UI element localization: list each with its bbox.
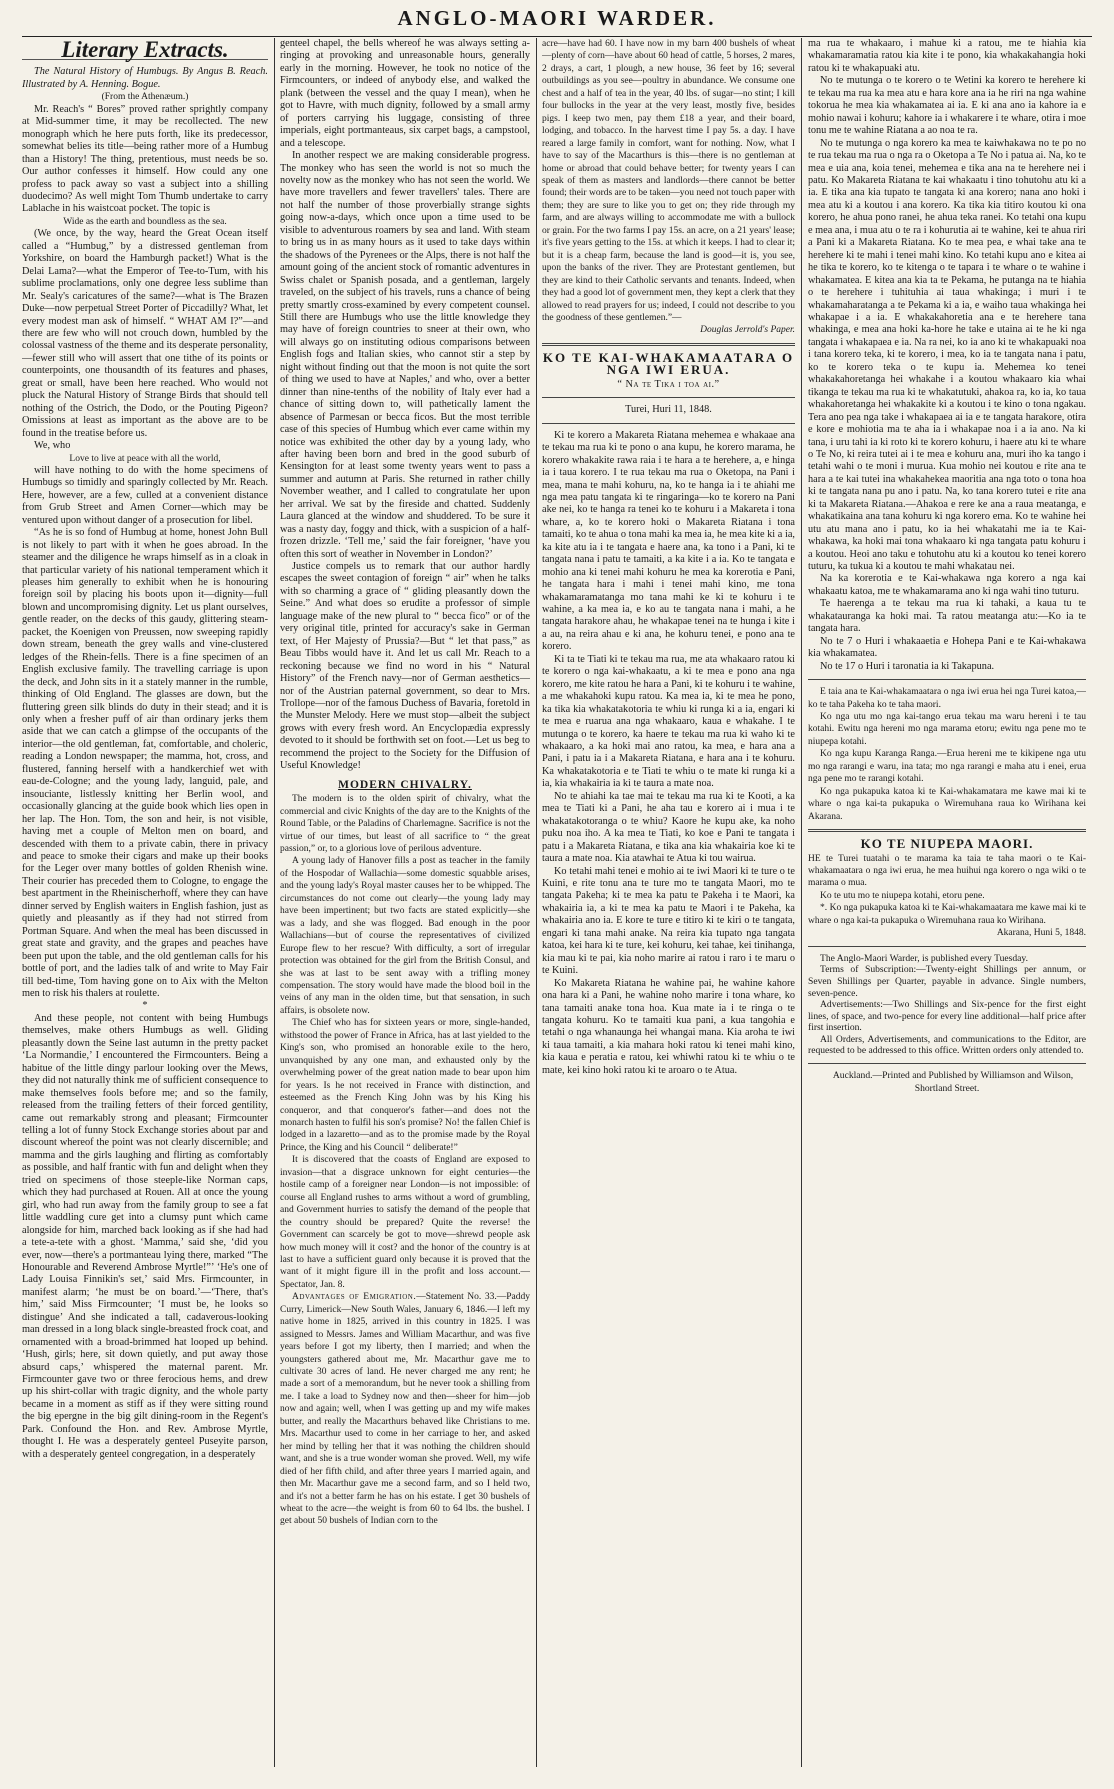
paragraph: It is discovered that the coasts of England are exposed to invasion—that a disgrace unknown for eight centuries—the hostile camp of a foreigner near London—is not impossible: of course all England rushes to arms without a word of grumbling, and Government hurries to satisfy the demand of the people that the country should be prepared? Quite the reverse! the Government can scarcely be got to move—shrewd people ask how much money will it cost? and the honor of the country is at last to have a sufficient guard only because it is proved that the want of it might figure ill in the profit and loss account.—Spectator, Jan. 8. bbox=[280, 1155, 530, 1290]
paragraph: genteel chapel, the bells whereof he was always setting a-ringing at provoking and unreasonable hours, generally early in the morning. However, he took no notice of the Firmcounters, or indeed of anybody else, and walked the plank (between the vessel and the quay I mean), when he got to Havre, with much dignity, followed by a small army of porters carrying his luggage, consisting of three imperials, eight portmanteaus, six carpet bags, a campstool, and a telescope. bbox=[280, 38, 530, 149]
paragraph: No te 7 o Huri i whakaaetia e Hohepa Pani e te Kai-whakawa kia whakamatea. bbox=[808, 635, 1086, 660]
imprint-line: Advertisements:—Two Shillings and Six-pence for the first eight lines, of space, and two-pence for every line additional—half price after first insertion. bbox=[808, 999, 1086, 1034]
paragraph: No te ahiahi ka tae mai te tekau ma rua ki te Kooti, a ka mea te Tiati ki a Pani, he aha tau e korero ai i mua i te whakatakotoranga o te whiu? Kaore he kupu ake, ka noho puku noa iho. A ka mea te Tiati, ko koe e Pani te tangata i patu i a Makareta Riatana, e tika ana kia whakairia koe ki te taura a mate noa. Kia atawhai te Atua ki tou wairua. bbox=[542, 790, 795, 865]
paragraph: Ko nga pukapuka katoa ki te Kai-whakamatara me kawe mai ki te whare o nga kai-ta pukapuka o Wiremuhana raua ko Wirihana kei Akarana. bbox=[808, 786, 1086, 822]
paragraph: E taia ana te Kai-whakamaatara o nga iwi erua hei nga Turei katoa,—ko te taha Pakeha ko te taha maori. bbox=[808, 687, 1086, 710]
divider bbox=[808, 829, 1086, 832]
quote-line: Love to live at peace with all the world, bbox=[69, 453, 221, 464]
paragraph: Ko te utu mo te niupepa kotahi, etoru pene. bbox=[820, 890, 985, 901]
asterisk-divider: * bbox=[142, 1000, 148, 1012]
paragraph: No te 17 o Huri i taronatia ia ki Takapuna. bbox=[820, 660, 995, 672]
article-subhead: Advantages of Emigration. bbox=[292, 1292, 417, 1303]
paragraph: A young lady of Hanover fills a post as teacher in the family of the Hospodar of Wallachia—some domestic squabble arises, and the young lady's Royal master causes her to be whipped. The circumstances do not come out clearly—the young lady may have been impertinent; but two facts are stated explicitly—she was a lady, and she was flogged. Bad enough in the poor Wallachians—but of course the representatives of civilized Europe flew to her rescue? With difficulty, a sort of irregular protection was obtained for the girl from the British Consul, and she was at last to be sent away with a trifling money compensation. The story would have made the blood boil in the veins of any man in the olden time, but that sensation, in such affairs, is obsolete now. bbox=[280, 856, 530, 1016]
paragraph: Ko Makareta Riatana he wahine pai, he wahine kahore ona hara ki a Pani, he wahine noho marire i tona whare, ko tana tamaiti anake tona hoa. Kua mate ia i te ringa o te tangata kohuru. Ko te tamaiti kua pani, a kua tangohia e tetahi o nga whanaunga hei whangai mana. Kia aroha te iwi ki taua tamaiti, a kia mahara hoki ratou ki tenei mahi kino, kia kaua e peratia e ratou, kei whiwhi ratou ki te whiu o te mate, kei kino hoki ratou ki te aroaro o te Atua. bbox=[542, 977, 795, 1076]
masthead-title: ANGLO-MAORI WARDER. bbox=[22, 6, 1092, 37]
paragraph: will have nothing to do with the home specimens of Humbugs so timidly and sparingly collected by Mr. Reach. Here, however, are a few, culled at a convenient distance from Grub Street and Amen Corner—which may be ventured upon without danger of a prosecution for libel. bbox=[22, 464, 268, 526]
divider bbox=[808, 679, 1086, 680]
source-credit: Douglas Jerrold's Paper. bbox=[700, 325, 795, 336]
divider bbox=[542, 397, 795, 398]
paragraph: The modern is to the olden spirit of chivalry, what the commercial and civic Knights of the day are to the Knights of the Round Table, or the Paladins of Charlemagne. Sacrifice is not the virtue of our times, but least of all sacrifice to “ the great passion,” or, to a glorious love of perilous adventure. bbox=[280, 794, 530, 854]
column-rule bbox=[274, 38, 275, 1767]
imprint-line: Terms of Subscription:—Twenty-eight Shillings per annum, or Seven Shillings per Quarter, payable in advance. Single numbers, seven-pence. bbox=[808, 964, 1086, 999]
column-3 bbox=[542, 38, 795, 1767]
article-headline: MODERN CHIVALRY. bbox=[338, 778, 472, 791]
quote-line: Wide as the earth and boundless as the sea. bbox=[63, 216, 227, 227]
column-1 bbox=[22, 38, 268, 1767]
maori-section-title: KO TE KAI-WHAKAMAATARA O NGA IWI ERUA. bbox=[542, 349, 795, 378]
paragraph: Te haerenga a te tekau ma rua ki tahaki, a kaua tu te whakatauranga ka hoki mai. Ta ratou meatanga atu:—Ko ia te tangata hara. bbox=[808, 598, 1086, 635]
column-4 bbox=[808, 38, 1086, 1767]
motto: “ Na te Tika i toa ai.” bbox=[617, 378, 720, 390]
paragraph: “As he is so fond of Humbug at home, honest John Bull is not likely to part with it when he goes abroad. In the steamer and the diligence he wraps himself as in a cloak in that particular variety of his national temperament which it pleases him generally to exhibit when he is honouring foreign soil by placing his boots upon it—dignity—full blown and uncompromising dignity. Let us plant ourselves, gentle reader, on the decks of this gaudy, glittering steam-packet, the Koenigen von Preussen, now sweeping rapidly down stream, beneath the grey walls and vine-clustered ledges of the Rhein-fells. There is a fine specimen of an English exclusive family. The travelling carriage is upon the deck, and John sits in it a stately manner in the rumble, thinking of Old England. The glasses are down, but the fluttering green silk blinds do duty in their stead; and it is only when a fresher puff of air than ordinary jerks them aside that we can catch a glimpse of the occupants of the interior—the old gentleman, fat, comfortable, and choleric, reading a London newspaper; the mamma, hot, cross, and flustered, fanning herself with a handkerchief wet with eau-de-Cologne; and the young lady, languid, pale, and insouciante, listlessly knitting her Berlin wool, and occasionally glancing at the guide book which lies open in her lap. The Hon. Tom, the son and heir, is not visible, having met a couple of Melton men on board, and descended with them to a private cabin, there in privacy and peace to smoke their cigars and make up their books for the Leger over many bottles of golden Rhenish wine. Their courier has preceded them to Cologne, to engage the best apartment in the Rheinischerhoff, where they can have dinner served by English waiters in English fashion, just as quietly and pleasantly as if they had not stirred from Portman Square. And when the meal has been discussed in great state and gravity, and the grapes and peaches have been put upon the table, and the old gentleman calls for his bottle of port, and the ladies talk of and write to May Fair till bed-time, Tom having gone on to Aix with the Melton men to risk his thalers at roulette. bbox=[22, 527, 268, 999]
notice-headline: KO TE NIUPEPA MAORI. bbox=[860, 836, 1034, 852]
imprint-line: All Orders, Advertisements, and communications to the Editor, are requested to be addressed to this office. Written orders only attended to. bbox=[808, 1033, 1086, 1057]
paragraph: acre—have had 60. I have now in my barn 400 bushels of wheat—plenty of corn—have about 60 head of cattle, 5 horses, 2 mares, 2 drays, a cart, 1 plough, a new house, 36 feet by 16; several outbuildings as you see—poultry in abundance. We consume one chest and a half of tea in the year, 40 lbs. of sugar—no stint; I kill four bullocks in the year at the very least, mostly five, besides pigs. I keep two men, pay them £18 a year, and their board, lodging, and tobacco. In the harvest time I pay 5s. a day. I have reared a large family in comfort, want for nothing. Now, what I have to say of the Macarthurs is this—there is no gentleman at home or abroad that could behave better; for twenty years I can speak of them as masters and landlords—there cannot be better found; their words are to be taken—you need not touch paper with them; they are sure to like you to get on; they ride through my farm, and are always willing to accommodate me with a bullock or grain. For the two farms I pay 15s. an acre, on a 21 years' lease; it's five years getting to the 15s. at which it keeps. I had to clear it; but it is a cheap farm, because the land is good—it is, you see, upon the banks of the river. They are Protestant gentlemen, but they are kind to their Catholic servants and tenants. Indeed, when they had a good lot of government men, they kept a clerk that they allowed to read prayers for us; indeed, I could not describe to you the goodness of these gentlemen.”— bbox=[542, 39, 795, 323]
paragraph: Ko tetahi mahi tenei e mohio ai te iwi Maori ki te ture o te Kuini, e rite tonu ana te ture mo te tangata Maori, mo te tangata Pakeha; ki te mea ka patu te Pakeha i te Maori, ka whakairia ia, a ki te mea ka patu te Maori i te Pakeha, ka whakairia ano ia. E kore te ture e titiro ki te kiri o te tangata, engari ki tana mahi anake. Na reira kia tupato nga tangata katoa, kei hara ki te ture, kei kohuru, kei tahae, kei tinihanga, kia mau ki te pai, kia noho marire ai ratou i raro i te maru o te Kuini. bbox=[542, 865, 795, 977]
column-rule bbox=[536, 38, 537, 1767]
paragraph: The Chief who has for sixteen years or more, single-handed, withstood the power of France in Africa, has at last yielded to the King's son, who promised an honorable exile to the hero, unvanquished by any one man, and exhausted only by the overwhelming power of the great nation made to bear upon him for years. Is he not received in France with distinction, and esteemed as the French King John was by his King his conqueror, and that conqueror's father—and does not the monarch hasten to fulfil his son's promise? No! the fallen Chief is lodged in a lazaretto—and as to the promise made by the Royal Prince, the King and his Council “ deliberate!” bbox=[280, 1018, 530, 1153]
paragraph: And these people, not content with being Humbugs themselves, make others Humbugs as well. Gliding pleasantly down the Seine last autumn in the pretty packet ‘La Normandie,’ I encountered the Firmcounters. Being a habitue of the little dingy parlour looking over the Mews, they did not naturally think me of sufficient consequence to make themselves fools before me; and so the family, released from the trailing fetters of their forced gentility, came out remarkably strong and pleasant; Firmcounter telling a lot of funny Stock Exchange stories about par and discount whereof the point was not clearly discernible; and mamma and the girls laughing and flirting as comfortably as possible, and half frantic with fun and delight when they tried on specimens of those steeple-like Norman caps, which they had purchased at Rouen. All at once the young girl, who had run away from the family group to see a fat little waddling cure get into a clumsy punt which came alongside for him, marched back looking as if she had had a tete-a-tete with a ghost. ‘Mamma,’ said she, ‘did you ever, now—there's a portmanteau lying there, marked “The Honourable and Reverend Ambrose Myrtle!”’ ‘He's one of Lady Louisa Finnikin's set,’ said Mrs. Firmcounter, in manifest alarm; ‘he must be on board.’—‘There, that's him,’ said Miss Firmcounter; ‘I must be, he looks so distingue’ And she indicated a tall, cadaverous-looking man dressed in a long black single-breasted frock coat, and ornamented with a broad-brimmed hat looped up behind. ‘Hush, girls; here, sit down quietly, and put away those absurd caps,’ whispered the maternal parent. Mr. Firmcounter gave two or three ferocious hems, and drew up his shirt-collar with tragic dignity, and the whole party became in a moment as stiff as if they were sitting round the big epergne in the big gilt dining-room in the Regent's Park. Confound the Hon. and Rev. Ambrose Myrtle, thought I. He was a desperately genteel Puseyite parson, with a desperately genteel congregation, in a desperately bbox=[22, 1012, 268, 1460]
divider bbox=[808, 946, 1086, 947]
paragraph: (We once, by the way, heard the Great Ocean itself called a “Humbug,” by a distressed gentleman from Yorkshire, on board the Hamburgh packet!) What is the Delai Lama?—what the Emperor of Tee-to-Tum, with his sublime proclamations, only one degree less sublime than Mr. Sealy's caricatures of the same?—what is The Brazen Duke—now perpetual Street Porter of Piccadilly? What, let every modest man ask of himself. “ WHAT AM I?”—and there are few who will not crouch down, humbled by the colossal vastness of the theme and its desperate personality,—fewer still who will assert that one tithe of its points or counterpoints, one thousandth of its features and phases, great or small, have been here reached. Who would not pluck the Natural History of Strange Birds that should tell nothing of the Ostrich, the Dodo, or the Pouting Pigeon? Omissions at least as important as the above are to be found in the treatise before us. bbox=[22, 228, 268, 439]
divider bbox=[542, 423, 795, 424]
paragraph: We, who bbox=[34, 440, 71, 452]
paragraph: Ko nga utu mo nga kai-tango erua tekau ma waru hereni i te tau kotahi. Ewitu nga hereni mo nga marama etoru; ewitu nga pene mo te niupepa kotahi. bbox=[808, 712, 1086, 747]
paragraph: *. Ko nga pukapuka katoa ki te Kai-whakamaatara me kawe mai ki te whare o nga kai-ta pukapuka o Wiremuhana raua ko Wirihana. bbox=[808, 903, 1086, 926]
paragraph: No te mutunga o nga korero ka mea te kaiwhakawa no te po no te rua tekau ma rua o nga ra o Oketopa a Te No i patua ai. Na, ko te mea e uia ana, koia tenei, mehemea e tika ana na te herehere nei i patu. Ko Makareta Riatana te kai whakaatu i tino tohutohu atu ki a ia. E tika ana kia tupato te tangata ki ana korero; nana ano hoki i mea atu ki a koutou i ana korero. Ka tika kia titiro koutou ki ona korero, he ahua pono ranei, he ahua teka ranei. Ko tetahi ona kupu e mea ana, i mua atu o te ra i kohurutia ai te wahine, kei te ahua riri a Pani ki a Makareta Riatana. Ko te mea pea, e whai take ana te herehere ki te mahi i tenei mahi kino. Ko tetahi kupu ano e kitea ai he tika te korero, ko te kitenga o te tapara i te whare o te wahine i whakamatea. E kitea ana kia ta te Pekama, he putanga na te hiahia o te herehere i tuhituhia ai taua whakinga; i muri i te whakamaharatanga a te Pekama ki a ia, e waiho taua whakinga hei whakapae i a ia. E whakakahoretia ana e te herehere tana whakinga, e mea ana hoki ka-hore he take e utaina ai te he ki nga tangata i whakapaea e ia. Na ra nei, ko ia ano ki te whakapuaki noa i tana korero teka, ki te korero, i mea, ko ia te tangata nana i patu, ko te korero teka o te kupu ia. Mehemea ko tenei whakakahoretanga hei whakahe i a koutou whakaaro kia whai tikanga te tekau ma rua ki te whakatutuki, ahakoa ra, ko ia, ko taua whakahoretanga hei whakakite ki a koutou i te kino o tona ngakau. Tera ano pea nga take i whakapaea ai ia e te tangata harakore, otira e kore e mohiotia ma te aha ia i whakapae noa i a ia ano. Na ki tana, i uru tahi ia ki roto ki te korero kohuru, i haere atu ki te whare o Te No, ki reira tutei ai i te mea e kohuru ana, muri iho ka tango i tetahi wahi o te moni i murua. Kua mohio nei koutou e rite ana te hara a te kai tutei ina whakahekea maoritia ana nga toto o tona hoa ki te tangata nana pu ano i patu. Na, ko tana korero tutei e rite ana ki ta Makareta Riatana.—Ahakoa e rere ke ana a raua meatanga, e whakatikaina ana tana kohuru ki nga korero ema. Ko te wahine hei utu atu mana ano i patu, ko ia hei whakatahi me ia te Kai-whakawa, ka hoki mai tona whakaaro ki nga tangata patu kohuru i a koutou. Heoi ano taku e tohutohu atu ki a koutou ko tenei korero tuturu, ka tukua ki a koutou te mahi whakatau nei. bbox=[808, 137, 1086, 573]
dateline: Turei, Huri 11, 1848. bbox=[625, 404, 712, 416]
review-heading: The Natural History of Humbugs. By Angus B. Reach. Illustrated by A. Henning. Bogue. bbox=[22, 66, 268, 90]
paragraph: Na ka korerotia e te Kai-whakawa nga korero a nga kai whakaatu katoa, me te whakamarama ano ki nga wahi tino tuturu. bbox=[808, 573, 1086, 597]
paragraph: HE te Turei tuatahi o te marama ka taia te taha maori o te Kai-whakamaatara o nga iwi erua, he mea huihui nga korero o nga wiki o te marama o mua. bbox=[808, 853, 1086, 889]
notice-signoff: Akarana, Huni 5, 1848. bbox=[996, 928, 1086, 939]
column-2 bbox=[280, 38, 530, 1767]
source-line: (From the Athenæum.) bbox=[101, 92, 189, 103]
paragraph: Ko nga kupu Karanga Ranga.—Erua hereni me te kikipene nga utu mo nga rarangi e waru, ina tata; mo nga rarangi e maha atu i enei, erua nga pene mo te rarangi kotahi. bbox=[808, 749, 1086, 785]
paragraph: No te mutunga o te korero o te Wetini ka korero te herehere ki te tekau ma rua ka mea atu e hara kore ana ia he riri na nga wahine tokorua he mea kia whakamatea ai ia. E ki ana ano ia kahore ia e mohio nawai i kohuru; kahore ia i whakarere i te whare, otira i moe tonu me te wahine Riatana a ao noa te ra. bbox=[808, 75, 1086, 137]
divider bbox=[808, 1063, 1086, 1064]
paragraph: Mr. Reach's “ Bores” proved rather sprightly company at Mid-summer time, it may be recollected. The new monograph which he here puts forth, like its predecessor, somewhat belies its title—being rather more of a Humbug than a History! The thing, pretentious, must needs be so. Our author confesses it himself. How could any one profess to pack away so vast a subject into a shilling duodecimo? As well might Tom Thumb undertake to carry Lablache in his waistcoat pocket. The topic is bbox=[22, 103, 268, 215]
paragraph: ma rua te whakaaro, i mahue ki a ratou, me te hiahia kia whakamaramatia ratou kia kite i te pono, kia whakakahangia hoki ratou ki te whakapuaki atu. bbox=[808, 38, 1086, 74]
paragraph: Ki te korero a Makareta Riatana mehemea e whakaae ana te tekau ma rua ki te pono o ana kupu, he korero marama, he korero whakakite rawa raia i te hara a te herehere, a, e hinga ia i taua korero. I te rua tekau ma rua o Oketopa, na Pani i mea, mana te mahi kohuru, na, ko te hanga ia i te ahiahi me nga mea patu tangata ki te ringaringa—ko te korero na Pani ake nei, ko te hanga ra tenei ko te kohuru i a Makareta i tona whare, a, ko te korero hoki o Makareta Riatana i tona tamaiti, ko te ahua o tona mahi ka mea ia, he mea kite ki a ia, ka kite atu ia i te tangata e haere ana, ka tono i a Pani, ki te tangata nana i patu te tamaiti, a ka kite i a ia. Ko te tangata e mohio ana ki tenei mahi kohuru he mea ka korerotia e Pani, he tangata hara i mahi i tenei mahi kino, me tona whakamaramatanga mo tana mahi ke ki te kohuru i te wahine, a ka mea ia, e ko au te tangata nana i mahi, a he tangata harakore ahau, he whakapae tenei na te hunga i kite i a au, na reira ahau e ki ana, he kohuru tenei, e pono ana te korero. bbox=[542, 429, 795, 653]
imprint-line: The Anglo-Maori Warder, is published every Tuesday. bbox=[820, 952, 1029, 964]
paragraph: —Statement No. 33.—Paddy Curry, Limerick—New South Wales, January 6, 1846.—I left my native home in 1825, arrived in this country in 1825. I was assigned to Messrs. James and William Macarthur, and was five years before I got my liberty, then I married; and when the youngsters gathered about me, Mr. Macarthur gave me to cultivate 30 acres of land. He never charged me any rent; he made a sort of a memorandum, but he never took a shilling from me. I take a load to Sydney now and then—sheer for him—job now and again; well, when I was getting up and my wife makes butter, and really the Macarthurs behaved like Christians to me. Mrs. Macarthur used to come in her carriage to her, and asked her mind by telling her that it was nothing the children should want, and she is a true wonder woman she proved. Well, my wife died of her fifth child, and after three years I married again, and then Mr. Macarthur gave me a second farm, and so I held two, and it's not a better farm he has on his estate. I get 30 bushels of wheat to the acre—the weight is from 60 to 64 lbs. the bushel. I get about 50 bushels of Indian corn to the bbox=[280, 1292, 530, 1527]
paragraph: Justice compels us to remark that our author hardly escapes the sweet contagion of foreign “ air” when he talks with so charming a grace of “ gliding pleasantly down the Seine.” And what does so erudite a professor of simple language make of the new plural to “ becca fico” or of the very original title, printed for accuracy's sake in German text, of Her Majesty of Prussia?—But “ let that pass,” as Beau Tibbs would have it. And let us call Mr. Reach to a reckoning because we find no word in his “ Natural History” of the French navy—nor of German aesthetics—nor of the Austrian paternal government, so dear to Mrs. Trollope—nor of the famous Duchess of Bavaria, foretold in the Munster Melody. Here we must stop—albeit the subject grows with every fresh word. An Encyclopædia expressly devoted to it should be forthwith set on foot.—Let us beg to recommend the project to the Society for the Diffusion of Useful Knowledge! bbox=[280, 561, 530, 772]
paragraph: Ki ta te Tiati ki te tekau ma rua, me ata whakaaro ratou ki te korero o nga kai-whakaatu, a ki te mea e pono ana nga korero, me kite ratou he hara a Pani, ki te kohuru i te wahine, a me whakahoki kupu ratou. Ka mea ia, ki te mea he pono, ka tika kia whakatakotoria te whiu ki runga ki a ia, engari ki te mea e ruarua ana nga whakaaro, kaua e whakahe. I te mutunga o te korero, ka haere te tekau ma rua ki waho ki te whakaaro, a ka hoki mai ano ratou, ka mea, e hara ana a Pani, i patu ia i a Makareta Riatana, e hara ana i te kohuru. Ka whakatakotoria e te Tiati te whiu o te mate ki runga ki a ia, kia whakairia ia ki te taura a mate noa. bbox=[542, 653, 795, 790]
column-rule bbox=[801, 38, 802, 1767]
paragraph: In another respect we are making considerable progress. The monkey who has seen the world is not so much the novelty now as the monkey who has not seen the world. We have more travellers and fewer travellers' tales. There are not half the number of those proverbially strange sights going now-a-days, which once upon a time used to be visible to adventurous roamers by sea and land. With steam to bring us in as many hours as it used to take days within the shadows of the Pyrenees or the Alps, there is not half the amount going of the ancient stock of romantic adventures in Swiss chalet or Spanish posada, and a gentleman, largely traveled, on the subject of his travels, runs a chance of being pretty smartly cross-examined by every competent counsel. Still there are Humbugs who use the little knowledge they may have of foreign countries to sneer at their own, who will always go on instituting odious comparisons between English fogs and Italian skies, who cannot stir a step by night without finding out that the moon is not quite the sort of thing we used to have at Naples,' and who, over a better dinner than nine-tenths of the nobility of Italy ever had a chance of sitting down to, will pathetically lament the absence of Parmesan or becca ficos. But the most terrible case of this species of Humbug which ever came within my notice was exhibited the other day by a young lady, who after having been born and bred in the good suburb of Kensington for at least some twenty years went to pass a summer and autumn at Paris. She returned in rather chilly November weather, and I called to congratulate her upon her arrival. We sat by the fireside and chatted. Suddenly Laura glanced at the window and shuddered. To be sure it was a nasty day, foggy and thick, with a suspicion of a half-frozen drizzle. ‘Tell me,’ said the fair foreigner, ‘have you often this sort of weather in November in London?’ bbox=[280, 150, 530, 560]
section-title: Literary Extracts. bbox=[22, 44, 268, 60]
printer-footer: Auckland.—Printed and Published by Williamson and Wilson, Shortland Street. bbox=[832, 1070, 1074, 1094]
divider bbox=[542, 343, 795, 346]
